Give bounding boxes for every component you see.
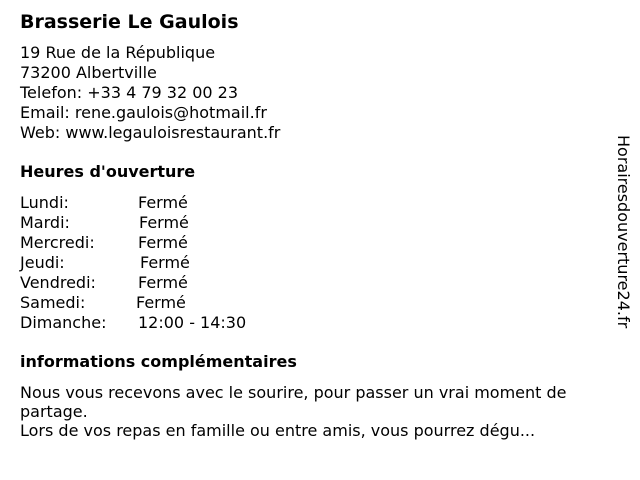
hours-row-jeudi [20,253,600,273]
hours-day: Mercredi: [20,233,95,252]
hours-row-dimanche [20,313,600,333]
hours-row-vendredi [20,273,600,293]
hours-day: Jeudi: [20,253,65,272]
hours-day: Mardi: [20,213,70,232]
hours-value: Fermé [138,233,188,252]
hours-row-lundi [20,193,600,213]
hours-value: Fermé [138,193,188,212]
hours-day: Dimanche: [20,313,107,332]
hours-value: Fermé [138,273,188,292]
email-address: Email: rene.gaulois@hotmail.fr [20,103,267,122]
opening-hours-heading: Heures d'ouverture [20,162,196,181]
hours-row-mardi [20,213,600,233]
additional-info-paragraph-1: Nous vous recevons avec le sourire, pour passer un vrai moment de partage. [20,383,567,421]
hours-value: Fermé [140,253,190,272]
hours-value: 12:00 - 14:30 [138,313,247,332]
additional-info-paragraph-2: Lors de vos repas en famille ou entre amis, vous pourrez dégu... [20,421,536,440]
hours-value: Fermé [139,213,189,232]
hours-row-mercredi [20,233,600,253]
address-city: 73200 Albertville [20,63,157,82]
hours-row-samedi [20,293,600,313]
address-street: 19 Rue de la République [20,43,216,62]
hours-value: Fermé [136,293,186,312]
site-watermark: Horairesdouverture24.fr [614,135,633,329]
opening-hours-table [20,193,600,333]
additional-info-heading: informations complémentaires [20,352,297,371]
hours-day: Vendredi: [20,273,96,292]
contact-block [20,43,600,143]
website-address: Web: www.legauloisrestaurant.fr [20,123,281,142]
business-name: Brasserie Le Gaulois [20,11,239,33]
phone-number: Telefon: +33 4 79 32 00 23 [20,83,239,102]
hours-day: Lundi: [20,193,69,212]
business-card [20,10,600,440]
hours-day: Samedi: [20,293,86,312]
